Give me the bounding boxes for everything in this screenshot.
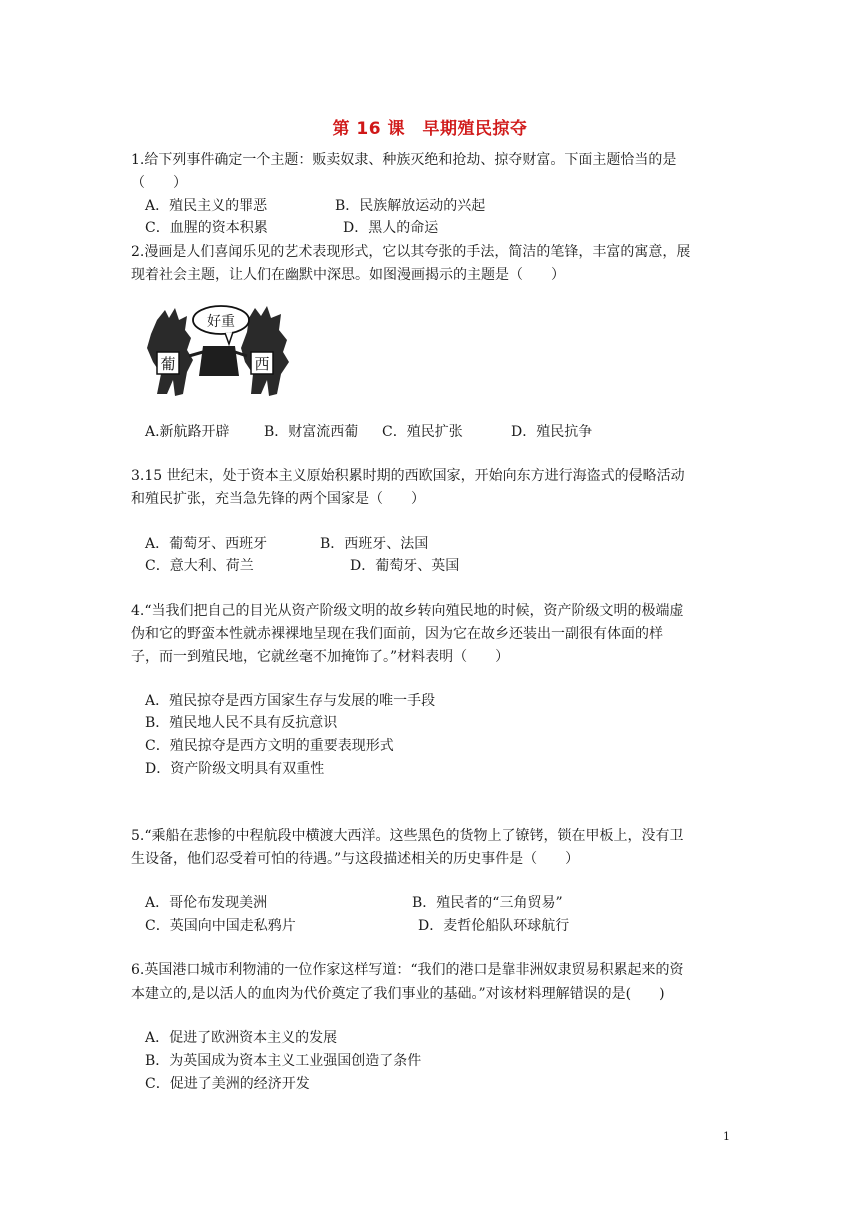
cartoon-bubble-text: 好重 [207,314,235,330]
question-5-line-2: 生设备，他们忍受着可怕的待遇。”与这段描述相关的历史事件是（ ） [131,851,580,867]
question-3-option-d: D．葡萄牙、英国 [350,558,460,574]
cartoon-left-figure [147,308,193,396]
question-2-option-b: B．财富流西葡 [264,424,359,440]
question-5-option-a: A．哥伦布发现美洲 [145,895,268,911]
question-4-option-d: D．资产阶级文明具有双重性 [145,761,325,777]
question-6-line-2: 本建立的,是以活人的血肉为代价奠定了我们事业的基础。”对该材料理解错误的是( ) [131,986,665,1002]
question-6-option-b: B．为英国成为资本主义工业强国创造了条件 [145,1053,422,1069]
question-5-option-c: C．英国向中国走私鸦片 [145,918,296,934]
question-3-option-b: B．西班牙、法国 [320,536,429,552]
question-1-option-c: C．血腥的资本积累 [145,220,268,236]
question-3-line-1: 3.15 世纪末，处于资本主义原始积累时期的西欧国家，开始向东方进行海盗式的侵略活动 [131,468,685,484]
cartoon-speech-bubble [193,306,249,344]
question-3-option-a: A．葡萄牙、西班牙 [145,536,268,552]
question-3-line-2: 和殖民扩张，充当急先锋的两个国家是（ ） [131,491,425,507]
question-4-option-a: A．殖民掠夺是西方国家生存与发展的唯一手段 [145,693,436,709]
question-1-option-a: A．殖民主义的罪恶 [145,198,268,214]
question-5-option-b: B．殖民者的“三角贸易” [412,895,563,911]
question-2-option-d: D．殖民抗争 [511,424,593,440]
question-2-line-1: 2.漫画是人们喜闻乐见的艺术表现形式，它以其夸张的手法，简洁的笔锋，丰富的寓意，展 [131,244,691,260]
question-1-line-2: （ ） [131,175,187,191]
cartoon-image [143,302,293,402]
question-2-option-c: C．殖民扩张 [382,424,463,440]
question-4-line-2: 伪和它的野蛮本性就赤裸裸地呈现在我们面前，因为它在故乡还装出一副很有体面的样 [131,626,663,642]
cartoon-right-label: 西 [254,355,270,373]
question-4-line-1: 4.“当我们把自己的目光从资产阶级文明的故乡转向殖民地的时候，资产阶级文明的极端虚 [131,603,684,619]
cartoon-left-label: 葡 [160,355,176,373]
question-5-option-d: D．麦哲伦船队环球航行 [418,918,570,934]
question-2-line-2: 现着社会主题，让人们在幽默中深思。如图漫画揭示的主题是（ ） [131,267,565,283]
cartoon-money-bag [189,346,247,376]
question-1-option-b: B．民族解放运动的兴起 [335,198,486,214]
page-title: 第 16 课 早期殖民掠夺 [332,119,528,139]
question-6-option-a: A．促进了欧洲资本主义的发展 [145,1030,338,1046]
question-2-option-a: A.新航路开辟 [145,424,230,440]
question-5-line-1: 5.“乘船在悲惨的中程航段中横渡大西洋。这些黑色的货物上了镣铐，锁在甲板上，没有卫 [131,828,684,844]
question-4-option-c: C．殖民掠夺是西方文明的重要表现形式 [145,738,394,754]
question-6-option-c: C．促进了美洲的经济开发 [145,1076,310,1092]
question-3-option-c: C．意大利、荷兰 [145,558,254,574]
page-number: 1 [723,1130,730,1143]
question-4-line-3: 子，而一到殖民地，它就丝毫不加掩饰了。”材料表明（ ） [131,649,510,665]
question-4-option-b: B．殖民地人民不具有反抗意识 [145,715,338,731]
question-1-option-d: D．黑人的命运 [343,220,439,236]
question-1-line-1: 1.给下列事件确定一个主题：贩卖奴隶、种族灭绝和抢劫、掠夺财富。下面主题恰当的是 [131,152,677,168]
question-6-line-1: 6.英国港口城市利物浦的一位作家这样写道：“我们的港口是靠非洲奴隶贸易积累起来的资 [131,962,684,978]
